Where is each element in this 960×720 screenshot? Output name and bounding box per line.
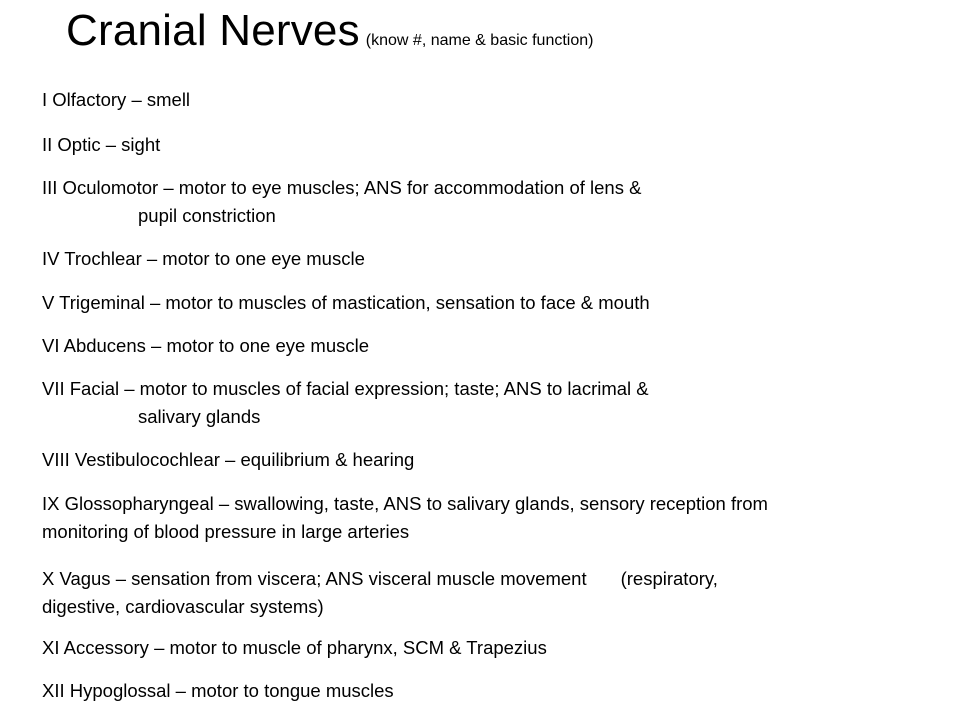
nerve-line: II Optic – sight [42,134,161,155]
nerve-line-continued: pupil constriction [138,205,276,226]
nerve-item-1 [42,86,942,114]
page-title [66,6,593,56]
nerve-line-continued: digestive, cardiovascular systems) [42,596,324,617]
nerve-item-10 [42,565,942,621]
nerve-item-11 [42,634,942,662]
nerve-line: III Oculomotor – motor to eye muscles; ANS for accommodation of lens & [42,177,642,198]
nerve-item-6 [42,332,942,360]
nerve-line-continued: salivary glands [138,406,261,427]
nerve-item-4 [42,245,942,273]
nerve-line: VIII Vestibulocochlear – equilibrium & hearing [42,449,415,470]
nerve-item-7 [42,375,942,431]
title-subtitle: (know #, name & basic function) [365,32,594,49]
nerve-line: XI Accessory – motor to muscle of pharynx, SCM & Trapezius [42,637,547,658]
nerve-item-2 [42,131,942,159]
nerve-line: IV Trochlear – motor to one eye muscle [42,248,365,269]
nerve-line: IX Glossopharyngeal – swallowing, taste, ANS to salivary glands, sensory reception from [42,493,768,514]
nerve-line-part: X Vagus – sensation from viscera; ANS visceral muscle movement [42,568,587,589]
nerve-line: I Olfactory – smell [42,89,191,110]
nerve-item-8 [42,446,942,474]
title-main: Cranial Nerves [66,6,360,55]
nerve-line-part: (respiratory, [620,568,718,589]
nerve-line: VI Abducens – motor to one eye muscle [42,335,370,356]
nerve-item-9 [42,490,942,546]
nerve-item-5 [42,289,942,317]
nerve-item-3 [42,174,942,230]
nerve-line: V Trigeminal – motor to muscles of mastication, sensation to face & mouth [42,292,650,313]
nerve-line [42,565,942,593]
nerve-line: VII Facial – motor to muscles of facial expression; taste; ANS to lacrimal & [42,378,649,399]
nerve-line: XII Hypoglossal – motor to tongue muscles [42,680,394,701]
nerve-item-12 [42,677,942,705]
nerve-line-continued: monitoring of blood pressure in large arteries [42,521,410,542]
